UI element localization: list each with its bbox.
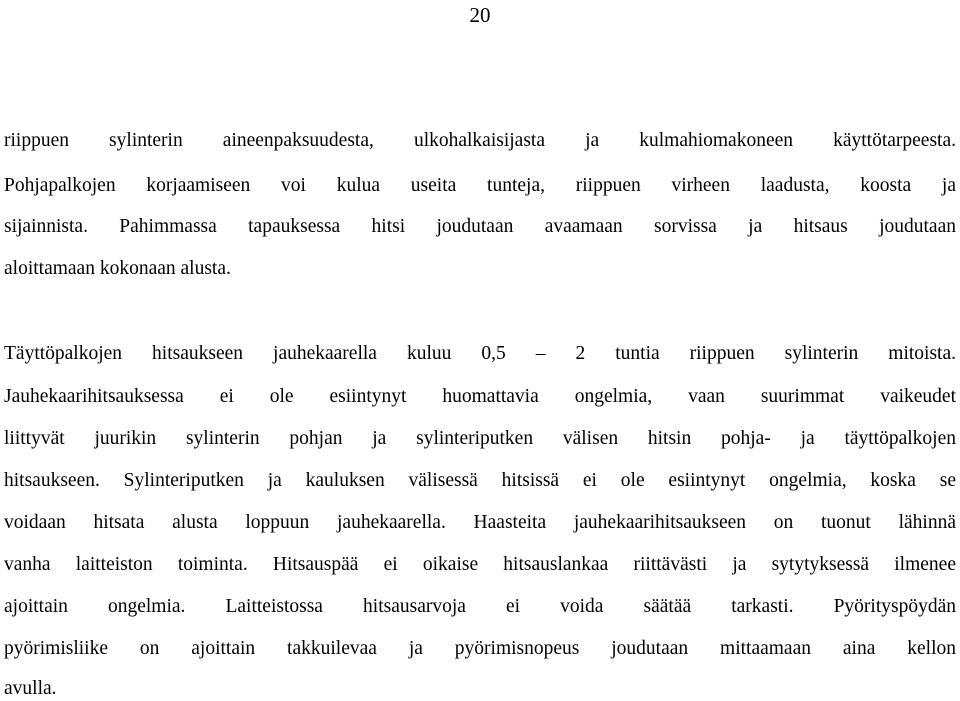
text-line: pyörimisliike on ajoittain takkuilevaa ja pyörimisnopeus joudutaan mittaamaan aina kellon [4,638,956,659]
text-line: Pohjapalkojen korjaamiseen voi kulua useita tunteja, riippuen virheen laadusta, koosta ja [4,175,956,196]
text-line: riippuen sylinterin aineenpaksuudesta, ulkohalkaisijasta ja kulmahiomakoneen käyttötarpeesta. [4,130,956,151]
text-line: Täyttöpalkojen hitsaukseen jauhekaarella kuluu 0,5 – 2 tuntia riippuen sylinterin mitoista. [4,343,956,364]
text-line: aloittamaan kokonaan alusta. [4,258,231,279]
text-line: liittyvät juurikin sylinterin pohjan ja sylinteriputken välisen hitsin pohja- ja täyttöpalkojen [4,428,956,449]
text-line: avulla. [4,678,57,699]
text-line: vanha laitteiston toiminta. Hitsauspää ei oikaise hitsauslankaa riittävästi ja sytytyksessä ilmenee [4,554,956,575]
text-line: ajoittain ongelmia. Laitteistossa hitsausarvoja ei voida säätää tarkasti. Pyörityspöydän [4,596,956,617]
page-number: 20 [469,3,491,27]
text-line: hitsaukseen. Sylinteriputken ja kauluksen välisessä hitsissä ei ole esiintynyt ongelmia, koska se [4,470,956,491]
text-line: Jauhekaarihitsauksessa ei ole esiintynyt huomattavia ongelmia, vaan suurimmat vaikeudet [4,386,956,407]
text-line: voidaan hitsata alusta loppuun jauhekaarella. Haasteita jauhekaarihitsaukseen on tuonut lähinnä [4,512,956,533]
text-line: sijainnista. Pahimmassa tapauksessa hitsi joudutaan avaamaan sorvissa ja hitsaus joudutaan [4,216,956,237]
